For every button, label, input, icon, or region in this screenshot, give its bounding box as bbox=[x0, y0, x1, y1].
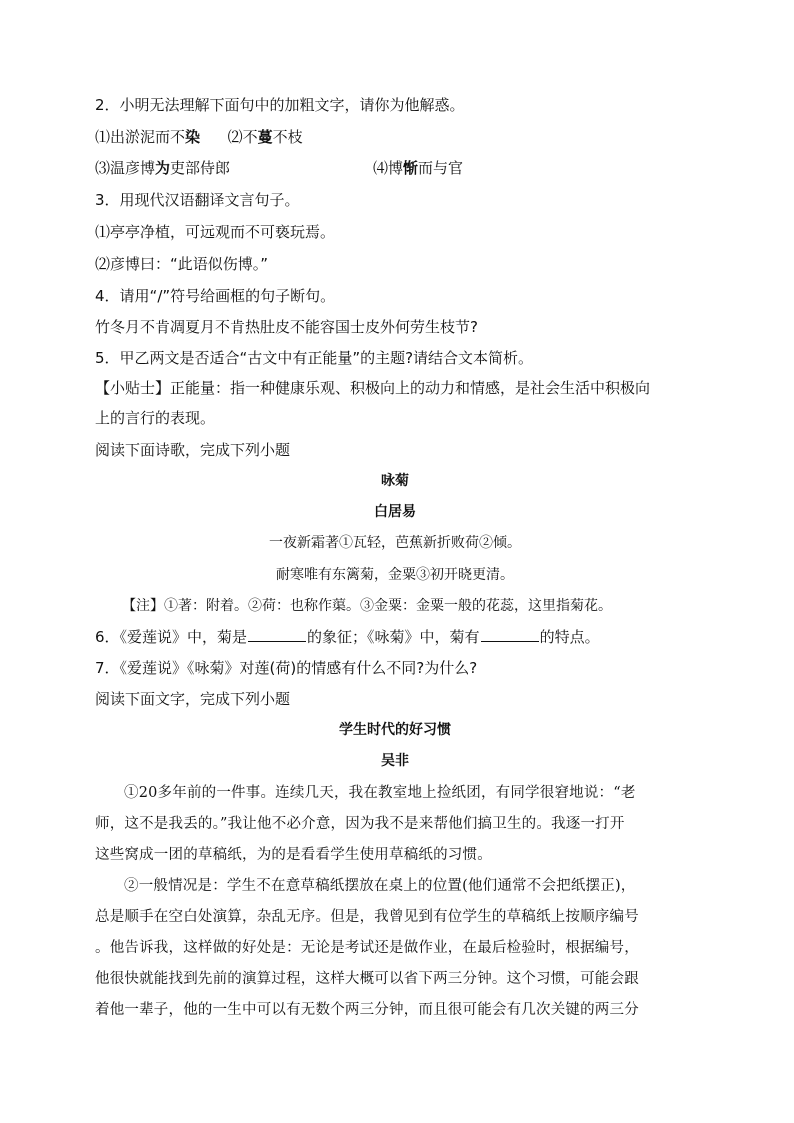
essay-title: 学生时代的好习惯 bbox=[339, 722, 451, 738]
q6-blank1[interactable] bbox=[248, 627, 306, 642]
q3-stem: 3．用现代汉语翻译文言句子。 bbox=[95, 191, 300, 209]
poem-note: 【注】①著：附着。②荷：也称作蕖。③金粟：金粟一般的花蕊，这里指菊花。 bbox=[122, 598, 612, 614]
q2-item4: ⑷博惭而与官 bbox=[373, 159, 464, 177]
q6-part3: 的特点。 bbox=[539, 628, 600, 646]
q3-item1: ⑴亭亭净植，可远观而不可亵玩焉。 bbox=[95, 223, 336, 241]
essay-p2-line3: 。他告诉我，这样做的好处是：无论是考试还是做作业，在最后检验时，根据编号， bbox=[95, 940, 639, 956]
poem-title: 咏菊 bbox=[381, 473, 409, 489]
q4-sentence: 竹冬月不肯凋夏月不肯热肚皮不能容国士皮外何劳生枝节? bbox=[95, 318, 478, 336]
q7-stem: 7．《爱莲说》《咏菊》对莲(荷)的情感有什么不同?为什么? bbox=[95, 659, 478, 677]
poem-author: 白居易 bbox=[374, 504, 416, 520]
q5-tip-line1: 【小贴士】正能量：指一种健康乐观、积极向上的动力和情感，是社会生活中积极向 bbox=[95, 379, 651, 397]
essay-author: 吴非 bbox=[381, 753, 409, 769]
poem-intro: 阅读下面诗歌，完成下列小题 bbox=[95, 441, 291, 459]
q2-stem: 2．小明无法理解下面句中的加粗文字，请你为他解惑。 bbox=[95, 96, 465, 114]
q6-part2: 的象征；《咏菊》中，菊有 bbox=[307, 628, 480, 646]
q6 bbox=[95, 627, 695, 647]
q2-items-row1 bbox=[95, 127, 695, 147]
q5-tip-line2: 上的言行的表现。 bbox=[95, 409, 216, 427]
poem-line2: 耐寒唯有东篱菊，金粟③初开晓更清。 bbox=[276, 567, 514, 583]
poem-line1: 一夜新霜著①瓦轻，芭蕉新折败荷②倾。 bbox=[269, 535, 521, 551]
essay-intro: 阅读下面文字，完成下列小题 bbox=[95, 690, 291, 708]
q4-stem: 4．请用“/”符号给画框的句子断句。 bbox=[95, 287, 336, 305]
q2-item2: ⑵不蔓不枝 bbox=[227, 128, 303, 146]
essay-p2-line1: ②一般情况是：学生不在意草稿纸摆放在桌上的位置(他们通常不会把纸摆正)， bbox=[124, 878, 636, 894]
essay-p2-line4: 他很快就能找到先前的演算过程，这样大概可以省下两三分钟。这个习惯，可能会跟 bbox=[95, 971, 639, 987]
essay-p1-line3: 这些窝成一团的草稿纸，为的是看看学生使用草稿纸的习惯。 bbox=[95, 847, 492, 863]
q2-item3: ⑶温彦博为吏部侍郎 bbox=[95, 159, 231, 177]
essay-p2-line2: 总是顺手在空白处演算，杂乱无序。但是，我曾见到有位学生的草稿纸上按顺序编号 bbox=[95, 909, 639, 925]
essay-p2-line5: 着他一辈子，他的一生中可以有无数个两三分钟，而且很可能会有几次关键的两三分 bbox=[95, 1002, 639, 1018]
essay-p1-line1: ①20多年前的一件事。连续几天，我在教室地上捡纸团，有同学很窘地说：“老 bbox=[124, 785, 636, 801]
q6-blank2[interactable] bbox=[481, 627, 539, 642]
q2-item1: ⑴出淤泥而不染 bbox=[95, 128, 201, 146]
q2-items-row2 bbox=[95, 158, 695, 178]
essay-p1-line2: 师，这不是我丢的。”我让他不必介意，因为我不是来帮他们搞卫生的。我逐一打开 bbox=[95, 816, 625, 832]
q6-part1: 6．《爱莲说》中，菊是 bbox=[95, 628, 248, 646]
q3-item2: ⑵彦博曰：“此语似伤博。” bbox=[95, 255, 269, 273]
q5-stem: 5．甲乙两文是否适合“古文中有正能量”的主题?请结合文本简析。 bbox=[95, 349, 534, 367]
